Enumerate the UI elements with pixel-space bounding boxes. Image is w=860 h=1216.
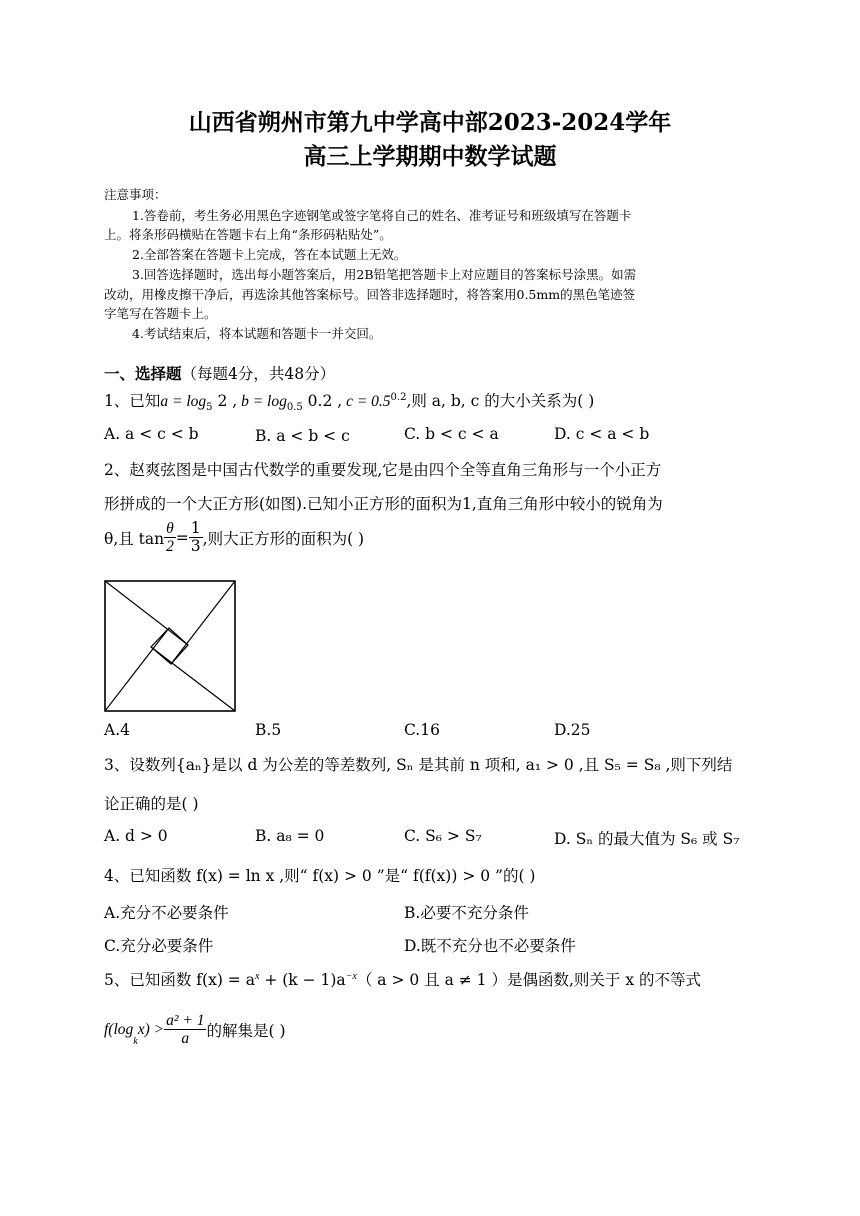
q4-line-1: 4、已知函数 f(x) = ln x ,则“ f(x) > 0 ”是“ f(f(x)) > 0 ”的( ): [104, 867, 536, 885]
q1-a-arg: 2 ,: [212, 392, 238, 410]
q4-option-c: C.充分必要条件: [104, 937, 214, 955]
notice-item-3-cont2: 字笔写在答题卡上。: [104, 306, 217, 321]
q1-b-base: 0.5: [286, 402, 303, 414]
q4-option-a: A.充分不必要条件: [104, 904, 229, 922]
notice-item-3: 3.回答选择题时，选出每小题答案后，用2B铅笔把答题卡上对应题目的答案标号涂黑。如需: [132, 267, 637, 282]
triangle-edge-3: [151, 647, 235, 711]
q5-line2-base: k: [133, 1036, 138, 1048]
outer-square: [105, 581, 235, 711]
q2-option-a: A.4: [104, 721, 130, 739]
notice-item-1-cont: 上。将条形码横贴在答题卡右上角“条形码粘贴处”。: [104, 227, 392, 242]
q1-a-base: 5: [206, 402, 213, 414]
notice-item-2: 2.全部答案在答题卡上完成，答在本试题上无效。: [132, 247, 407, 262]
q5-line2-arg: x) >: [137, 1020, 165, 1038]
q5-frac-num: a² + 1: [166, 1012, 205, 1029]
q2-fraction-theta: [164, 520, 176, 555]
q5-frac-den: a: [181, 1030, 190, 1048]
q2-frac2-num: 1: [190, 519, 201, 537]
q5-line1-post: （ a > 0 且 a ≠ 1 ）是偶函数,则关于 x 的不等式: [356, 971, 701, 989]
q5-fraction: [164, 1012, 206, 1047]
q5-line1-pre: 5、已知函数 f(x) = a: [104, 971, 255, 989]
q5-line2-post: 的解集是( ): [206, 1021, 286, 1040]
q5-line-2: [104, 1012, 286, 1047]
q5-mid: + (k − 1)a: [259, 971, 346, 989]
q1-a-def: a = log: [160, 393, 207, 410]
q2-option-c: C.16: [404, 721, 440, 739]
page-title: 山西省朔州市第九中学高中部2023-2024学年: [188, 109, 672, 136]
inner-square: [151, 628, 188, 664]
notice-header: 注意事项：: [104, 187, 167, 202]
q2-fraction-third: [189, 520, 203, 555]
q1-b-def: b = log: [237, 393, 287, 410]
section-title: [104, 362, 335, 384]
q1-suffix: ,则 a, b, c 的大小关系为( ): [406, 392, 595, 410]
q2-frac2-den: 3: [190, 537, 201, 556]
q3-line-1: 3、设数列{aₙ}是以 d 为公差的等差数列, Sₙ 是其前 n 项和, a₁ > 0 ,且 S₅ = S₈ ,则下列结: [104, 756, 733, 774]
q1-c-def: c = 0.5: [342, 393, 391, 410]
triangle-edge-1: [105, 581, 188, 645]
q3-option-c: C. S₆ > S₇: [404, 827, 482, 845]
q3-option-d: D. Sₙ 的最大值为 S₆ 或 S₇: [554, 830, 740, 848]
q5-exp1: x: [254, 970, 260, 982]
q3-line-2: 论正确的是( ): [104, 795, 199, 813]
q2-eq: =: [175, 528, 189, 547]
q3-option-b: B. a₈ = 0: [255, 827, 325, 845]
notice-item-1: 1.答卷前，考生务必用黑色字迹钢笔或签字笔将自己的姓名、准考证号和班级填写在答题卡: [132, 208, 632, 223]
q3-option-a: A. d > 0: [104, 827, 168, 845]
page-subtitle: 高三上学期期中数学试题: [303, 143, 557, 170]
q4-option-d: D.既不充分也不必要条件: [404, 937, 576, 955]
q2-line-1: 2、赵爽弦图是中国古代数学的重要发现,它是由四个全等直角三角形与一个小正方: [104, 461, 662, 479]
notice-item-3-cont: 改动，用橡皮擦干净后，再选涂其他答案标号。回答非选择题时，将答案用0.5mm的黑色笔迹签: [104, 287, 636, 302]
q1-b-arg: 0.2 ,: [302, 392, 343, 410]
triangle-edge-4: [105, 628, 169, 711]
q2-frac-num: θ: [166, 520, 174, 537]
q1-prefix: 1、已知: [104, 392, 161, 410]
q5-exp2: −x: [345, 970, 357, 982]
q4-option-b: B.必要不充分条件: [404, 904, 529, 922]
q2-line-3: [104, 520, 364, 555]
triangle-edge-2: [171, 581, 235, 664]
q1-option-c: C. b < c < a: [404, 425, 499, 443]
q1-c-exp: 0.2: [390, 391, 407, 403]
q2-frac-den: 2: [166, 538, 174, 556]
q2-line3-pre: θ,且 tan: [104, 529, 165, 548]
q1-option-b: B. a < b < c: [255, 427, 350, 445]
question-1-stem: [104, 389, 594, 413]
section-title-text: 一、选择题: [104, 364, 182, 383]
q5-line-1: [104, 968, 701, 990]
section-note: （每题4分，共48分）: [181, 365, 336, 383]
q2-line-2: 形拼成的一个大正方形(如图).已知小正方形的面积为1,直角三角形中较小的锐角为: [104, 495, 663, 513]
q2-option-b: B.5: [255, 721, 282, 739]
zhao-shuang-diagram: [104, 580, 236, 712]
q2-option-d: D.25: [554, 721, 591, 739]
q1-option-a: A. a < c < b: [104, 425, 199, 443]
q1-option-d: D. c < a < b: [554, 425, 650, 443]
notice-item-4: 4.考试结束后，将本试题和答题卡一并交回。: [132, 326, 382, 341]
q2-line3-post: ,则大正方形的面积为( ): [202, 529, 365, 548]
q5-line2-pre: f(log: [104, 1020, 134, 1038]
